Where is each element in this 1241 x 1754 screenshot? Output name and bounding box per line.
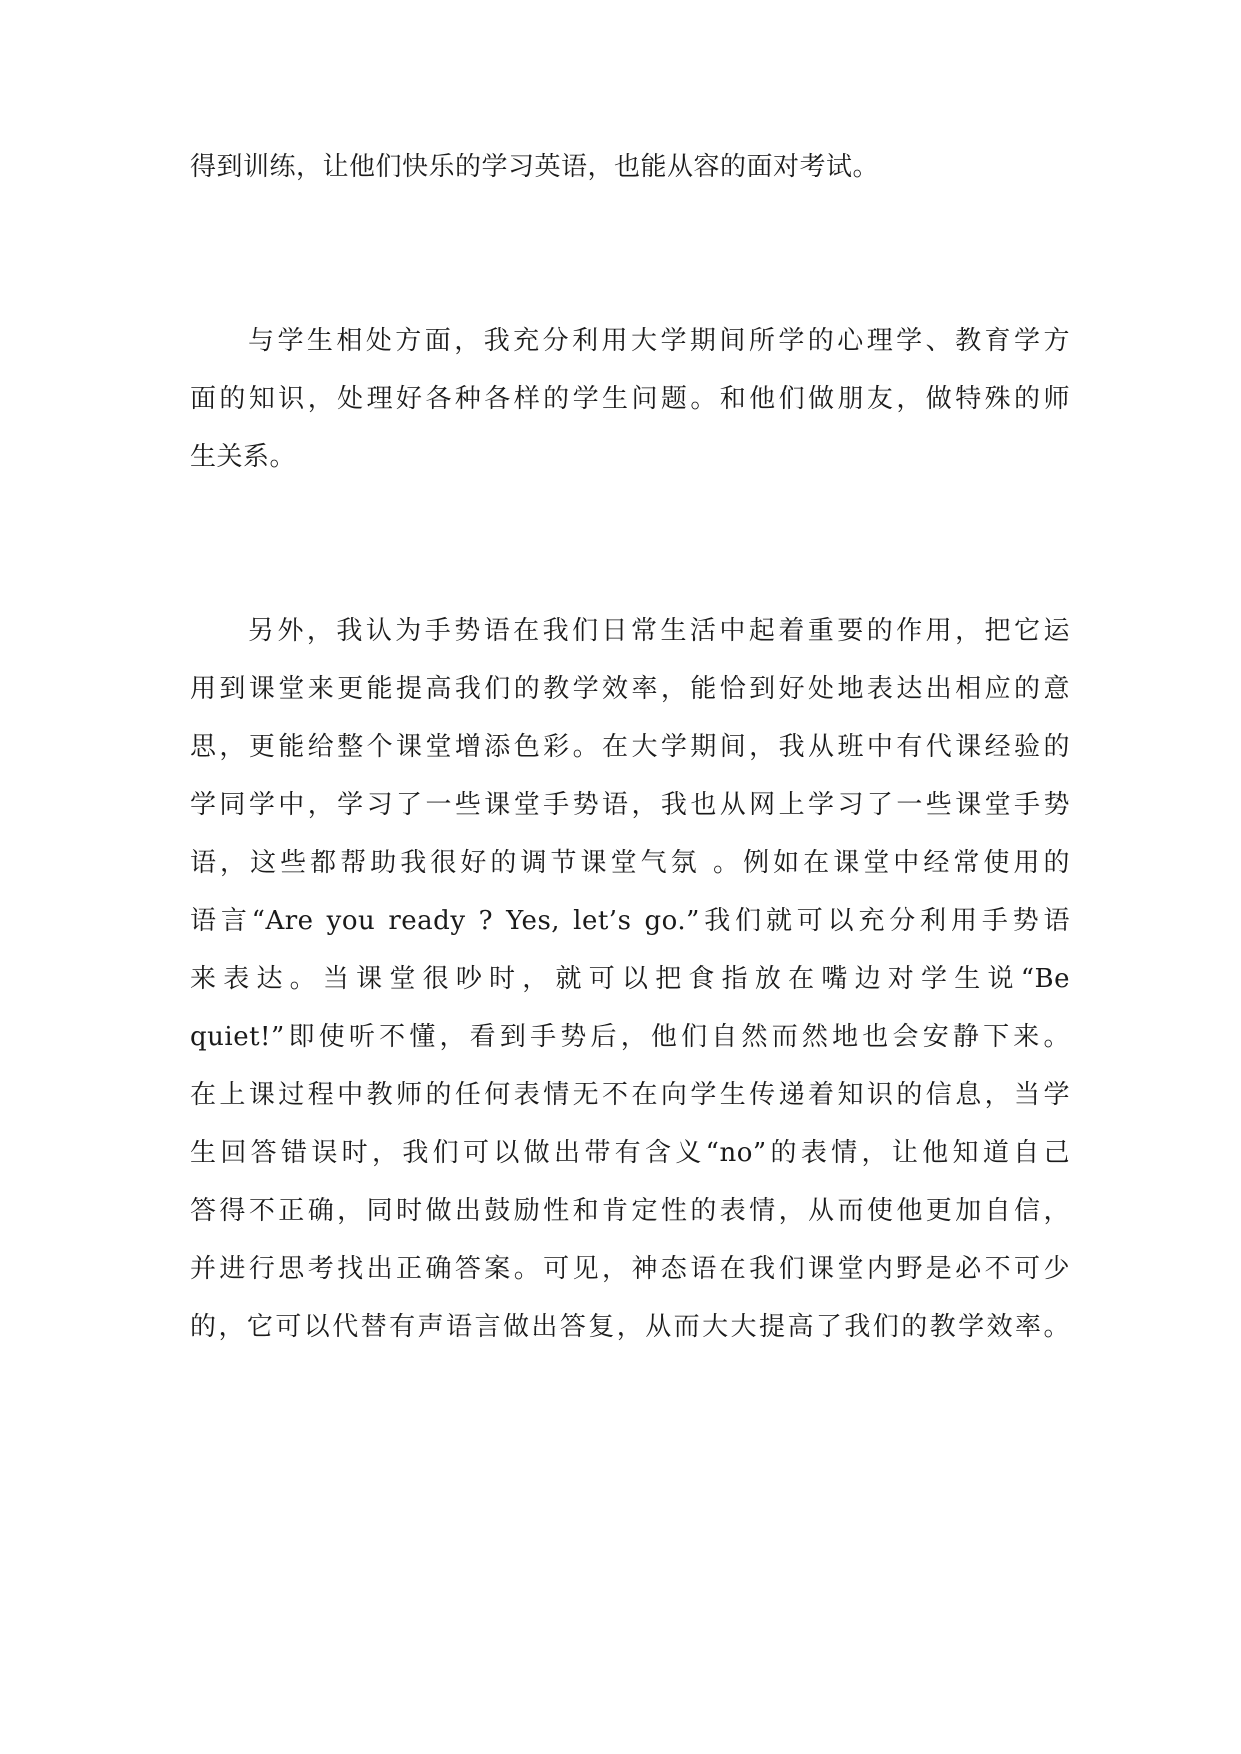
paragraph-2-line-1: 与学生相处方面，我充分利用大学期间所学的心理学、教育学方 xyxy=(248,326,1070,356)
paragraph-3-line-8: quiet!”即使听不懂，看到手势后，他们自然而然地也会安静下来。 xyxy=(190,1022,1070,1052)
paragraph-3-line-7: 来表达。当课堂很吵时，就可以把食指放在嘴边对学生说“Be xyxy=(190,964,1070,994)
paragraph-3-line-6: 语言“Are you ready ? Yes, let’s go.”我们就可以充分利用手势语 xyxy=(190,906,1070,936)
paragraph-3-line-9: 在上课过程中教师的任何表情无不在向学生传递着知识的信息，当学 xyxy=(190,1080,1070,1110)
paragraph-3-line-1: 另外，我认为手势语在我们日常生活中起着重要的作用，把它运 xyxy=(248,616,1070,646)
paragraph-1-line-1: 得到训练，让他们快乐的学习英语，也能从容的面对考试。 xyxy=(190,152,880,182)
paragraph-3-line-5: 语，这些都帮助我很好的调节课堂气氛 。例如在课堂中经常使用的 xyxy=(190,848,1070,878)
paragraph-2-line-3: 生关系。 xyxy=(190,442,297,472)
paragraph-3-line-2: 用到课堂来更能提高我们的教学效率，能恰到好处地表达出相应的意 xyxy=(190,674,1070,704)
paragraph-3-line-11: 答得不正确，同时做出鼓励性和肯定性的表情，从而使他更加自信， xyxy=(190,1196,1070,1226)
paragraph-3-line-3: 思，更能给整个课堂增添色彩。在大学期间，我从班中有代课经验的 xyxy=(190,732,1070,762)
paragraph-3-line-4: 学同学中，学习了一些课堂手势语，我也从网上学习了一些课堂手势 xyxy=(190,790,1070,820)
paragraph-2-line-2: 面的知识，处理好各种各样的学生问题。和他们做朋友，做特殊的师 xyxy=(190,384,1070,414)
paragraph-3-line-13: 的，它可以代替有声语言做出答复，从而大大提高了我们的教学效率。 xyxy=(190,1312,1070,1342)
paragraph-3-line-10: 生回答错误时，我们可以做出带有含义“no”的表情，让他知道自己 xyxy=(190,1138,1070,1168)
paragraph-3-line-12: 并进行思考找出正确答案。可见，神态语在我们课堂内野是必不可少 xyxy=(190,1254,1070,1284)
